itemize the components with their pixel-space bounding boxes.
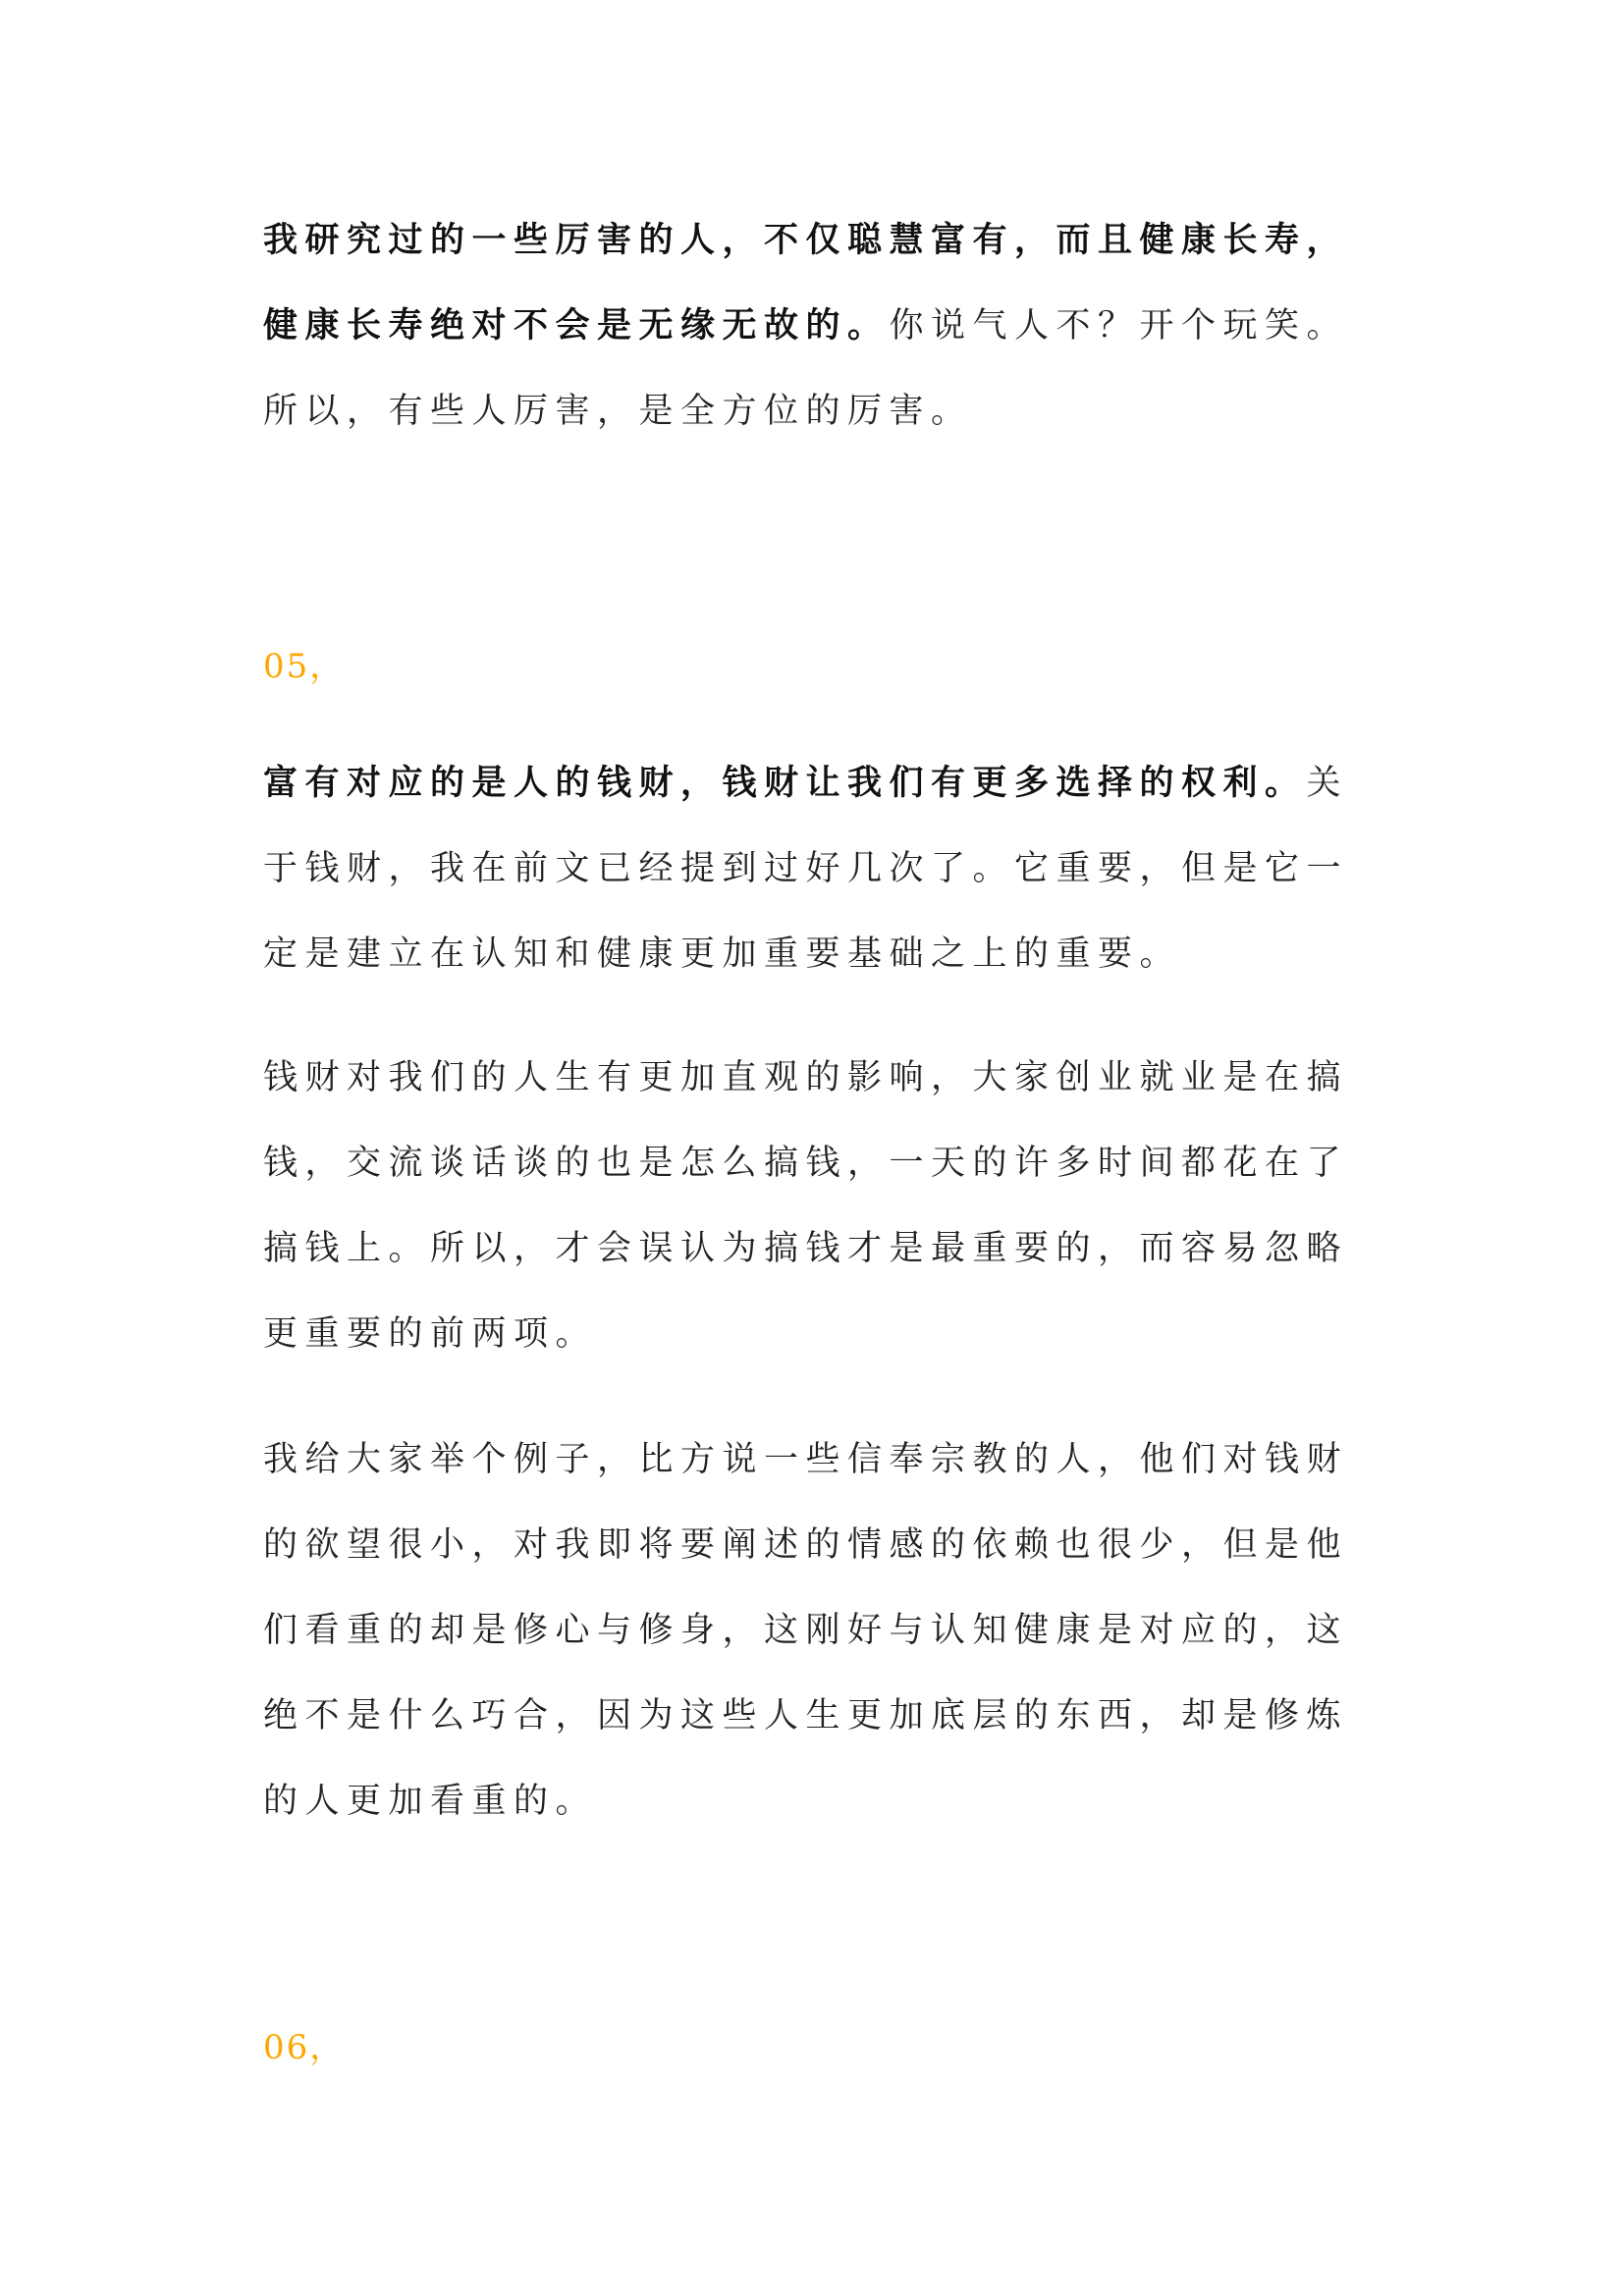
paragraph-3-line-1: 钱财对我们的人生有更加直观的影响，大家创业就业是在搞 xyxy=(263,1058,1349,1097)
paragraph-4-line-3: 们看重的却是修心与修身，这刚好与认知健康是对应的，这 xyxy=(263,1611,1349,1650)
paragraph-2-line-1 xyxy=(263,741,1373,827)
paragraph-2-line-2: 于钱财，我在前文已经提到过好几次了。它重要，但是它一 xyxy=(263,849,1349,888)
paragraph-1-line-1 xyxy=(263,198,1373,284)
bold-text: 健康长寿绝对不会是无缘无故的。 xyxy=(263,306,890,346)
normal-text: 你说气人不？开个玩笑。 xyxy=(889,306,1349,346)
paragraph-4-line-5: 的人更加看重的。 xyxy=(263,1782,598,1821)
paragraph-3 xyxy=(263,1036,1373,1377)
paragraph-2-line-3: 定是建立在认知和健康更加重要基础之上的重要。 xyxy=(263,934,1182,974)
paragraph-4-line-2: 的欲望很小，对我即将要阐述的情感的依赖也很少，但是他 xyxy=(263,1525,1349,1565)
normal-text: 关 xyxy=(1306,764,1349,803)
section-number-06: 06， xyxy=(263,2028,346,2067)
paragraph-4-line-4: 绝不是什么巧合，因为这些人生更加底层的东西，却是修炼 xyxy=(263,1696,1349,1735)
paragraph-1-line-3: 所以，有些人厉害，是全方位的厉害。 xyxy=(263,392,973,431)
paragraph-3-line-4: 更重要的前两项。 xyxy=(263,1314,598,1354)
paragraph-3-line-2: 钱，交流谈话谈的也是怎么搞钱，一天的许多时间都花在了 xyxy=(263,1144,1349,1183)
bold-text: 我研究过的一些厉害的人，不仅聪慧富有，而且健康长寿， xyxy=(263,221,1349,260)
paragraph-1 xyxy=(263,198,1373,454)
bold-text: 富有对应的是人的钱财，钱财让我们有更多选择的权利。 xyxy=(263,764,1307,803)
paragraph-2 xyxy=(263,741,1373,997)
paragraph-3-line-3: 搞钱上。所以，才会误认为搞钱才是最重要的，而容易忽略 xyxy=(263,1229,1349,1268)
paragraph-1-line-2 xyxy=(263,284,1373,369)
section-number-05: 05， xyxy=(263,647,346,686)
paragraph-4-line-1: 我给大家举个例子，比方说一些信奉宗教的人，他们对钱财 xyxy=(263,1440,1349,1479)
paragraph-4 xyxy=(263,1417,1373,1844)
